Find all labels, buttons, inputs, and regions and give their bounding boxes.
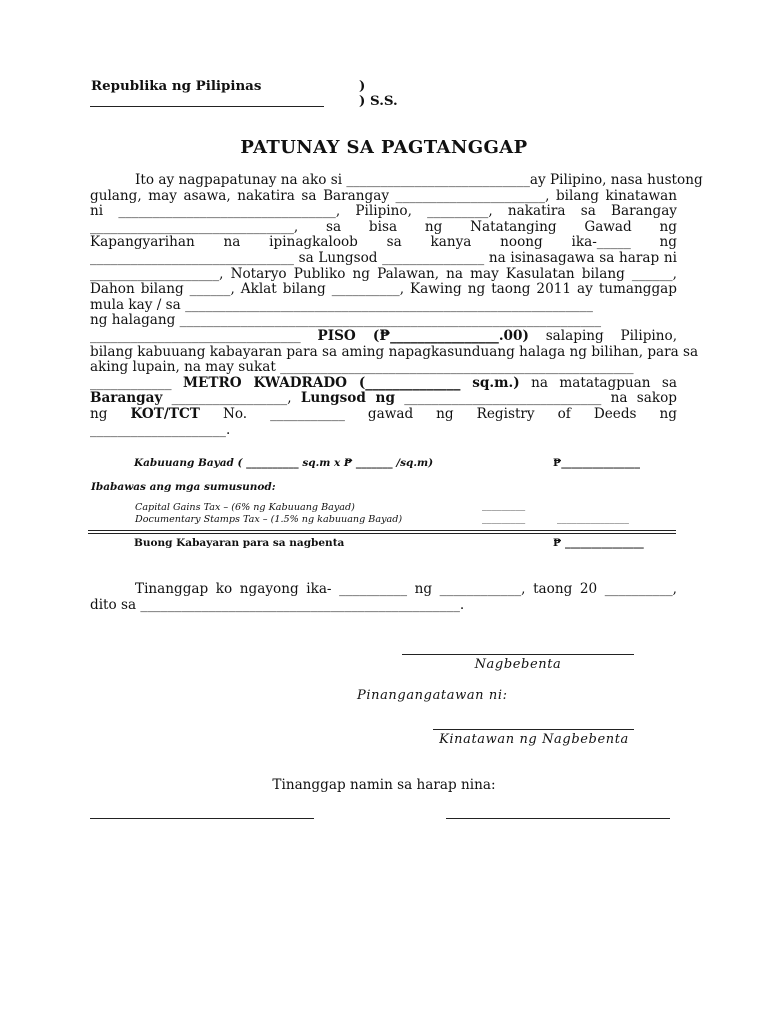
receipt-line: dito sa _______________________________________________. [90,596,465,613]
amount-figure-blank: ________________.00) [390,327,529,344]
paragraph-text: No. [222,405,248,422]
paragraph-line [90,376,677,392]
paragraph-line [90,329,677,345]
metro-kwadrado-label: METRO KWADRADO ( [182,374,366,391]
witness-header: Tinanggap namin sa harap nina: [272,777,496,793]
amount-words-blank: _______________________________ [90,327,301,344]
barangay-label: Barangay [90,390,163,407]
paragraph-text: gawad ng Registry of Deeds ng [367,405,677,422]
page-title: PATUNAY SA PAGTANGGAP [240,137,528,158]
representative-signature-line [433,729,634,730]
buong-kabayaran-amount: ₱ _______________ [553,537,644,549]
paragraph-line: aking lupain, na may sukat ____________________________________________________ [90,360,634,376]
paragraph-line: ni ________________________________, Pilipino, _________, nakatira sa Barangay [90,203,677,220]
paragraph-text: na matatagpuan sa [531,374,678,391]
kot-tct-label: KOT/TCT [130,405,200,422]
lungsod-label: Lungsod ng [300,390,395,407]
pinangangatawan-label: Pinangangatawan ni: [357,688,508,703]
representative-label: Kinatawan ng Nagbebenta [439,732,629,747]
paragraph-line: gulang, may asawa, nakatira sa Barangay ______________________, bilang kinatawan [90,187,677,204]
receipt-paragraph [90,582,677,613]
paragraph-line: ng halagang ______________________________________________________________ [90,313,602,329]
capital-gains-tax-label: Capital Gains Tax – (6% ng Kabuuang Bayad) [135,502,355,513]
paren-1: ) [359,78,366,94]
paragraph-line: ____________________. [90,421,231,438]
paragraph-line: mula kay / sa ____________________________________________________________ [90,297,593,313]
divider-line [88,533,676,534]
paragraph-line: Ito ay nagpapatunay na ako si ___________________________ay Pilipino, nasa hustong [135,172,703,188]
kabuuang-bayad-label: Kabuuang Bayad ( __________ sq.m x ₱ _______ /sq.m) [134,457,434,469]
kabuuang-bayad-amount: ₱_______________ [553,457,641,469]
kot-number-blank: ___________ [270,405,345,422]
paragraph-line: bilang kabuuang kabayaran para sa aming napagkasunduang halaga ng bilihan, para sa [90,343,699,360]
republic-label: Republika ng Pilipinas [91,78,262,94]
main-paragraph [90,172,703,438]
paragraph-line: Kapangyarihan na ipinagkaloob sa kanya noong ika-_____ ng [90,234,677,251]
paragraph-line [90,407,677,423]
paragraph-line: ______________________________ sa Lungsod _______________ na isinasagawa sa harap ni [90,249,677,266]
barangay-blank: _________________, [171,390,292,407]
area-words-blank: ____________ [90,374,172,391]
documentary-stamps-tax-label: Documentary Stamps Tax – (1.5% ng kabuuang Bayad) [135,514,403,525]
capital-gains-tax-blank: _________ [482,500,526,511]
area-figure-blank: ______________ sq.m.) [365,374,520,391]
seller-label: Nagbebenta [474,657,562,672]
paragraph-line: ______________________________, sa bisa ng Natatanging Gawad ng [90,218,677,235]
receipt-line: Tinanggap ko ngayong ika- __________ ng ____________, taong 20 __________, [135,581,677,597]
witness-1-signature-line [90,818,314,819]
paragraph-line [90,391,677,407]
divider-line [88,530,676,531]
paragraph-text: na sakop [610,390,677,407]
header-blank-line [90,106,324,107]
paragraph-line: ___________________, Notaryo Publiko ng Palawan, na may Kasulatan bilang ______, [90,265,677,282]
paren-ss: ) S.S. [359,93,398,109]
documentary-stamps-tax-blank: _________ [482,513,526,524]
total-deductions-blank: _______________ [557,513,629,524]
lungsod-blank: _____________________________ [404,390,602,407]
ibabawas-label: Ibabawas ang mga sumusunod: [91,481,276,493]
witness-2-signature-line [446,818,670,819]
paragraph-text: ng [90,405,108,422]
seller-signature-line [402,654,634,655]
piso-label: PISO (₱ [317,327,391,344]
paragraph-line: Dahon bilang ______, Aklat bilang __________, Kawing ng taong 2011 ay tumanggap [90,281,677,298]
buong-kabayaran-label: Buong Kabayaran para sa nagbenta [134,537,345,549]
paragraph-text: salaping Pilipino, [545,327,678,344]
